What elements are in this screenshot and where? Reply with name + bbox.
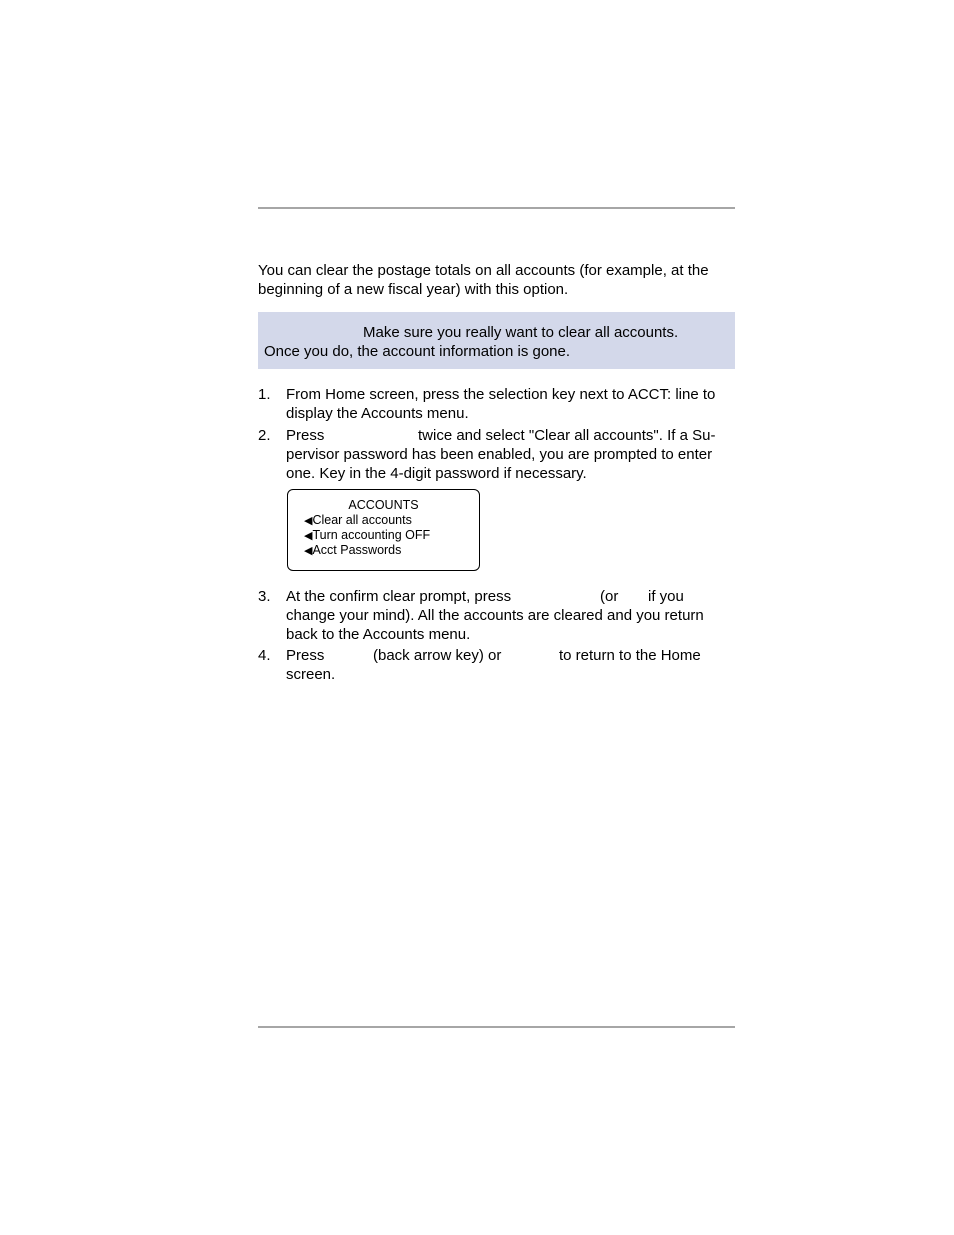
- step-line: display the Accounts menu.: [286, 405, 469, 422]
- step-number: 1.: [258, 386, 271, 403]
- header-rule: [258, 207, 735, 209]
- step-number: 4.: [258, 647, 271, 664]
- lcd-title: ACCOUNTS: [348, 498, 419, 512]
- lcd-item-acct-passwords: [304, 543, 401, 559]
- step-line: back to the Accounts menu.: [286, 626, 471, 643]
- lcd-item-label: Clear all accounts: [312, 513, 412, 527]
- step-text: if you: [648, 588, 684, 605]
- lcd-item-label: Acct Passwords: [312, 543, 402, 557]
- step-text: to return to the Home: [559, 647, 701, 664]
- step-text: Press: [286, 427, 325, 444]
- lcd-item-clear-all-accounts: [304, 513, 412, 529]
- lcd-item-turn-accounting-off: [304, 528, 430, 544]
- note-line-1: Make sure you really want to clear all accounts.: [363, 324, 679, 341]
- selection-arrow-icon: ◀: [304, 545, 313, 557]
- step-line: screen.: [286, 666, 336, 683]
- lcd-item-label: Turn accounting OFF: [312, 528, 431, 542]
- selection-arrow-icon: ◀: [304, 530, 313, 542]
- step-text: Press: [286, 647, 325, 664]
- step-line: From Home screen, press the selection key next to ACCT: line to: [286, 386, 716, 403]
- step-line: change your mind). All the accounts are cleared and you return: [286, 607, 704, 624]
- selection-arrow-icon: ◀: [304, 515, 313, 527]
- step-line: one. Key in the 4-digit password if necessary.: [286, 465, 587, 482]
- intro-line-1: You can clear the postage totals on all accounts (for example, at the: [258, 262, 709, 279]
- accounts-lcd-screen: [287, 489, 480, 571]
- footer-rule: [258, 1026, 735, 1028]
- caution-note-box: [258, 312, 735, 369]
- step-line: pervisor password has been enabled, you are prompted to enter: [286, 446, 713, 463]
- step-text: twice and select "Clear all accounts". If a Su-: [418, 427, 716, 444]
- step-text: At the confirm clear prompt, press: [286, 588, 512, 605]
- step-text: (or: [600, 588, 619, 605]
- intro-line-2: beginning of a new fiscal year) with this option.: [258, 281, 569, 298]
- step-text: (back arrow key) or: [373, 647, 502, 664]
- step-number: 2.: [258, 427, 271, 444]
- note-line-2: Once you do, the account information is gone.: [264, 343, 571, 360]
- step-number: 3.: [258, 588, 271, 605]
- intro-paragraph: [258, 261, 735, 299]
